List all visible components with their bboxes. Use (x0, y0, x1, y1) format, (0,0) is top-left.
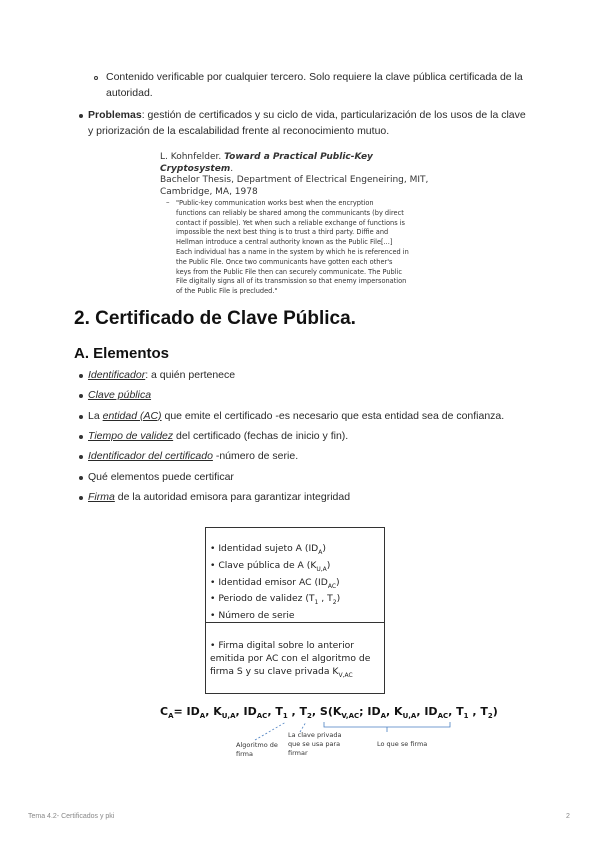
reference-quote-line: Hellman introduce a central authority known as the Public File[...] (176, 238, 393, 247)
annotation-algorithm: Algoritmo de firma (236, 741, 278, 758)
box-line-firma: • Firma digital sobre lo anterior (210, 640, 355, 651)
element-term-link[interactable]: Tiempo de validez (88, 429, 174, 442)
bullet (79, 114, 83, 118)
element-text-before: Qué elementos puede certificar (88, 470, 234, 483)
bullet (79, 496, 83, 500)
bullet (79, 435, 83, 439)
box-line-numero-serie: • Número de serie (210, 610, 295, 622)
arrow-algorithm (255, 722, 286, 740)
reference-quote-lines (176, 199, 440, 297)
reference-title-end: . (230, 163, 234, 174)
reference-quote-line: "Public-key communication works best when the encryption (176, 199, 374, 207)
element-item (88, 428, 548, 444)
problems-item (88, 107, 528, 139)
element-item (88, 489, 548, 505)
reference-quote (160, 199, 440, 297)
reference-quote-line: of the Public File is precluded." (176, 287, 278, 296)
reference-line3: Cambridge, MA, 1978 (160, 186, 258, 197)
problems-text: : gestión de certificados y su ciclo de vida, particularización de los usos de la clave y priorización de la escalabilidad frente al reconocimiento mutuo. (88, 109, 526, 137)
element-term-link[interactable]: entidad (AC) (102, 409, 162, 422)
certificate-formula: $C_A= ID_A$, $K_{U,A}$, $ID_{AC}$, $T_1$ , $T_2$, $S(K_{V,AC}$; $ID_A$, $K_{U,A}$, $ID_{AC}$, $T_1$ , $T_2$) (160, 705, 498, 721)
element-text-before: La (88, 409, 103, 422)
reference-block (160, 152, 440, 297)
element-text-after: de la autoridad emisora para garantizar integridad (114, 490, 351, 503)
element-term-link[interactable]: Identificador del certificado (88, 450, 213, 463)
element-text-after: que emite el certificado -es necesario que esta entidad sea de confianza. (161, 409, 505, 422)
sub-bullet (94, 76, 98, 80)
reference-line2: Bachelor Thesis, Department of Electrical Engeneiring, MIT, (160, 175, 429, 185)
footer-page-number: 2 (566, 813, 570, 820)
problems-label: Problemas (88, 109, 142, 121)
bullet (79, 415, 83, 419)
section-subtitle: A. Elementos (74, 345, 170, 362)
element-text-after: : a quién pertenece (145, 369, 236, 381)
sub-item-text: Contenido verificable por cualquier tercero. Solo requiere la clave pública certificada de la autoridad. (106, 71, 523, 99)
element-item (88, 367, 548, 383)
element-text-after: del certificado (fechas de inicio y fin). (173, 429, 349, 442)
box-line-identidad-emisor: • Identidad emisor AC $(ID_{AC})$ (210, 576, 340, 590)
reference-quote-line: keys from the Public File then can securely communicate. The Public (176, 267, 403, 276)
reference-quote-line: functions can reliably be shared among the communicants (by direct (176, 208, 404, 217)
footer-left: Tema 4.2- Certificados y pki (28, 813, 115, 820)
reference-citation (160, 152, 440, 175)
element-item (88, 469, 548, 485)
diagram-box-fields (205, 527, 385, 623)
reference-quote-line: contact if possible). Yet when such a reliable exchange of functions is (176, 218, 405, 227)
element-item (88, 408, 548, 424)
bullet (79, 394, 83, 398)
element-term-link[interactable]: Identificador (88, 369, 146, 381)
reference-author: L. Kohnfelder. (160, 152, 225, 162)
diagram-box-signature (205, 622, 385, 694)
box-line-emitida: emitida por AC con el algoritmo de (210, 653, 371, 664)
reference-quote-line: impossible the next best thing is to trust a third party. Diffie and (176, 228, 389, 237)
box-line-identidad-sujeto: • Identidad sujeto A $(ID_A)$ (210, 543, 326, 556)
reference-quote-line: Each individual has a name in the system by which he is referenced in (176, 247, 409, 256)
annotation-private-key: La clave privada que se usa para firmar (288, 731, 342, 757)
box-line-periodo-validez: • Periodo de validez ($T_1$ , $T_2$) (210, 593, 341, 607)
bracket-signed (324, 722, 450, 727)
reference-quote-line: File digitally signs all of its transmission so that enemy impersonation (176, 277, 407, 286)
element-item (88, 448, 548, 464)
element-term-link[interactable]: Firma (88, 490, 115, 503)
element-term-link[interactable]: Clave pública (88, 389, 152, 402)
element-text-after: -número de serie. (212, 450, 299, 463)
bullet (79, 374, 83, 378)
reference-title: Toward a Practical Public-Key Cryptosystem (160, 152, 373, 174)
bullet (79, 476, 83, 480)
box-line-clave-publica: • Clave pública de A $(K_{U,A})$ (210, 559, 331, 573)
section-title: 2. Certificado de Clave Pública. (74, 308, 356, 329)
bullet (79, 455, 83, 459)
annotation-signed: Lo que se firma (377, 740, 428, 748)
reference-dash: – (166, 198, 170, 206)
box-line-clave-privada: firma S y su clave privada $K_{V,AC}$ (210, 666, 353, 679)
reference-quote-line: the Public File. Once two communicants have gotten each other's (176, 257, 393, 266)
element-item (88, 387, 548, 403)
